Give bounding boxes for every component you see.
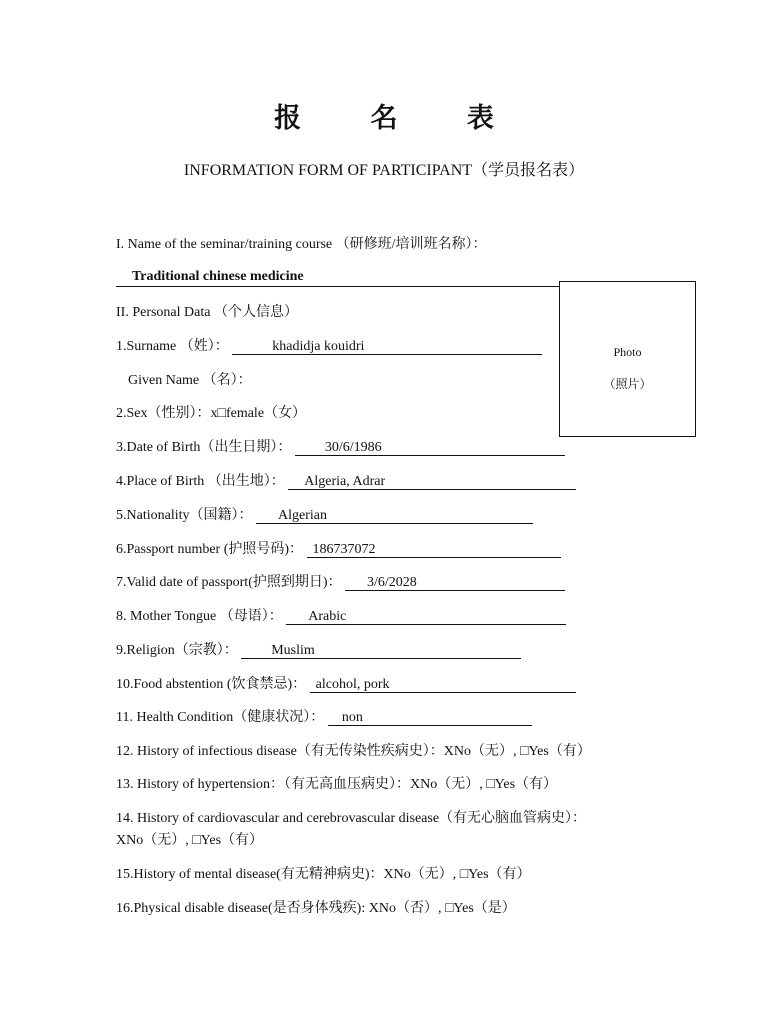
passport-valid-field[interactable] [345, 575, 565, 591]
health-value: non [341, 710, 363, 725]
passport-row [116, 541, 561, 559]
course-name-value: Traditional chinese medicine [132, 269, 304, 284]
food-label: 10.Food abstention (饮食禁忌)： [116, 677, 307, 692]
mother-tongue-label: 8. Mother Tongue （母语）： [116, 609, 283, 624]
dob-row [116, 439, 565, 457]
religion-value: Muslim [271, 643, 315, 658]
section-personal-data-label: II. Personal Data （个人信息） [116, 305, 298, 320]
history-hypertension[interactable]: 13. History of hypertension：（有无高血压病史）：XNo（无）, □Yes（有） [116, 777, 558, 792]
nationality-row [116, 507, 533, 525]
health-row [116, 709, 532, 727]
form-subtitle: INFORMATION FORM OF PARTICIPANT（学员报名表） [183, 162, 585, 179]
health-label: 11. Health Condition（健康状况）： [116, 710, 325, 725]
section-course-label: I. Name of the seminar/training course （研修班/培训班名称）： [116, 237, 487, 252]
sex-label: 2.Sex（性别）： [116, 406, 211, 421]
religion-field[interactable] [241, 643, 521, 659]
history-infectious[interactable]: 12. History of infectious disease（有无传染性疾病史）：XNo（无）, □Yes（有） [116, 744, 591, 759]
passport-valid-value: 3/6/2028 [367, 575, 417, 590]
mother-tongue-value: Arabic [308, 609, 347, 624]
history-mental[interactable]: 15.History of mental disease(有无精神病史)：XNo（无）, □Yes（有） [116, 867, 531, 882]
form-title: 报 名 表 [274, 103, 524, 134]
given-name-label: Given Name （名）： [128, 373, 252, 388]
nationality-label: 5.Nationality（国籍）： [116, 508, 253, 523]
passport-label: 6.Passport number (护照号码)： [116, 542, 304, 557]
nationality-field[interactable] [256, 508, 533, 524]
pob-row [116, 473, 576, 491]
mother-tongue-field[interactable] [286, 609, 566, 625]
nationality-value: Algerian [278, 508, 327, 523]
religion-row [116, 642, 521, 660]
passport-field[interactable] [307, 542, 561, 558]
food-value: alcohol, pork [315, 677, 390, 692]
course-name-field[interactable] [116, 269, 559, 287]
pob-label: 4.Place of Birth （出生地）： [116, 474, 285, 489]
history-physical-disability[interactable]: 16.Physical disable disease(是否身体残疾): XNo（否）, □Yes（是） [116, 901, 516, 916]
photo-label: Photo [613, 345, 642, 359]
food-row [116, 676, 576, 694]
photo-label-cn: （照片） [603, 377, 652, 391]
religion-label: 9.Religion（宗教）： [116, 643, 238, 658]
pob-value: Algeria, Adrar [304, 474, 386, 489]
dob-field[interactable] [295, 440, 565, 456]
mother-tongue-row [116, 608, 566, 626]
dob-label: 3.Date of Birth（出生日期）： [116, 440, 292, 455]
passport-valid-row [116, 574, 565, 592]
food-field[interactable] [310, 677, 576, 693]
sex-value: x□female（女） [210, 406, 307, 421]
photo-box[interactable] [559, 281, 696, 437]
passport-valid-label: 7.Valid date of passport(护照到期日)： [116, 575, 342, 590]
dob-value: 30/6/1986 [324, 440, 382, 455]
history-cardiovascular-label: 14. History of cardiovascular and cerebrovascular disease（有无心脑血管病史）： [116, 811, 587, 826]
surname-value: khadidja kouidri [272, 339, 365, 354]
surname-row [116, 338, 542, 356]
surname-label: 1.Surname （姓）： [116, 339, 229, 354]
history-cardiovascular-options[interactable]: XNo（无）, □Yes（有） [116, 833, 264, 848]
passport-value: 186737072 [312, 542, 376, 557]
surname-field[interactable] [232, 339, 542, 355]
sex-row [116, 405, 306, 423]
health-field[interactable] [328, 710, 532, 726]
pob-field[interactable] [288, 474, 576, 490]
